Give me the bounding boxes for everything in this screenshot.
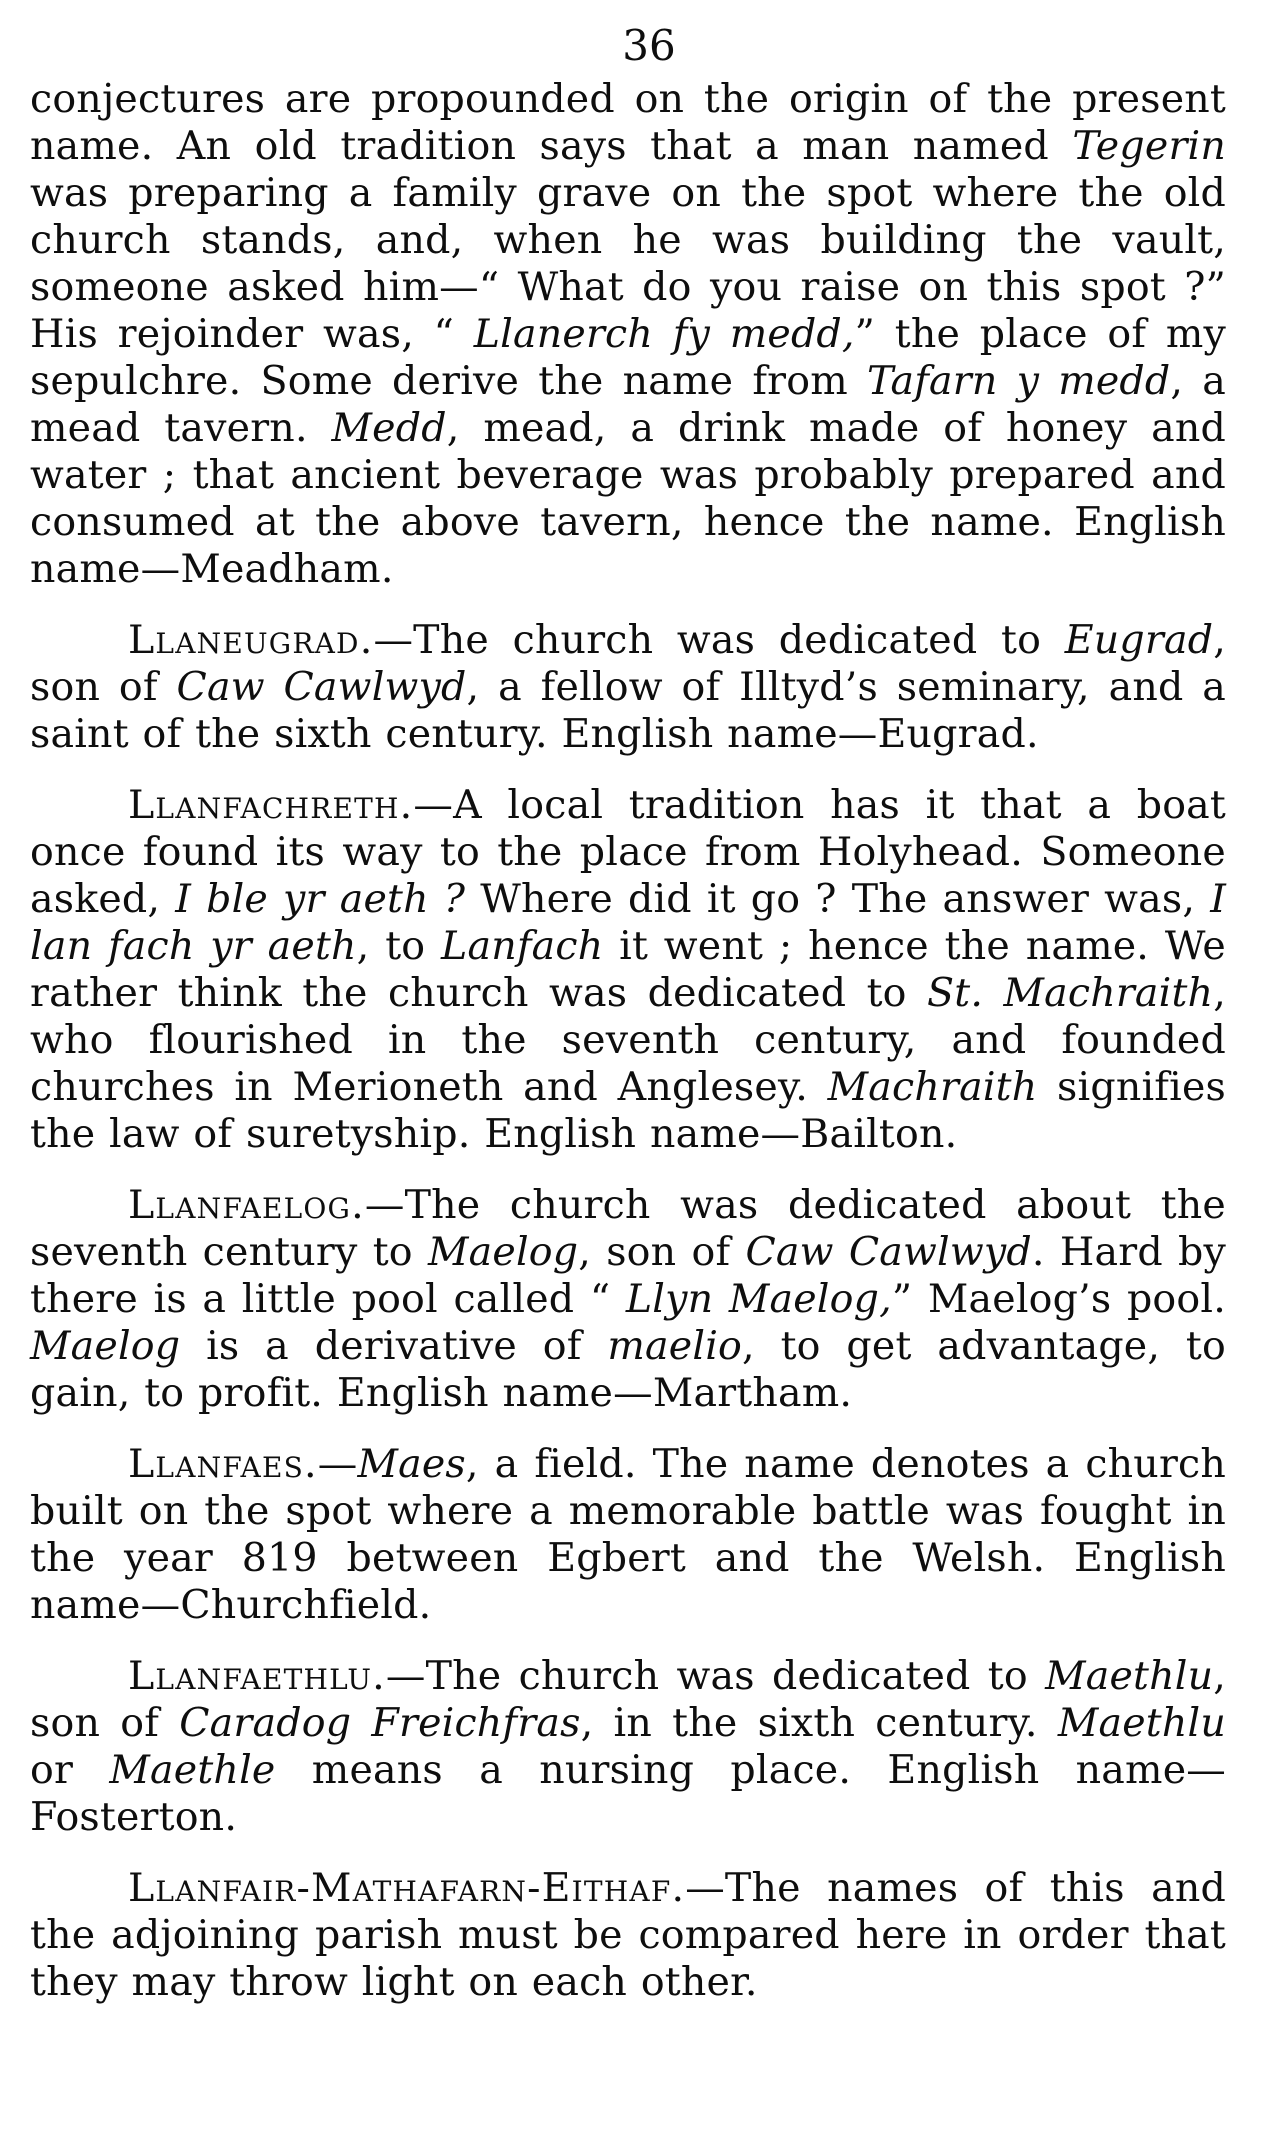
paragraph-llanfaes: [30, 1441, 1226, 1629]
italic-term: I lan fach yr aeth: [30, 876, 1226, 969]
paragraph-llanfaelog: [30, 1182, 1226, 1417]
entry-headword: Llaneugrad.: [128, 617, 374, 663]
text-run: , mead, a drink made of honey and water ; that ancient beverage was probably prepared and consumed at the above tavern, hence the name. English name—Meadham.: [30, 405, 1226, 592]
text-run: means a nursing place. English name—Fosterton.: [30, 1747, 1226, 1840]
text-run: , son of: [30, 1653, 1226, 1746]
italic-term: Lanfach: [441, 923, 604, 969]
italic-term: Medd: [331, 405, 447, 451]
text-run: ” the place of my sepulchre. Some derive the name from: [30, 311, 1226, 404]
italic-term: Maelog: [427, 1229, 579, 1275]
page-number: 36: [622, 21, 676, 70]
paragraph-llanfaethlu: [30, 1653, 1226, 1841]
entry-headword: Llanfaelog.: [128, 1182, 365, 1228]
text-run: , a fellow of Illtyd’s seminary, and a saint of the sixth century. English name—Eugrad.: [30, 664, 1227, 757]
text-run: . Hard by there is a little pool called “: [30, 1229, 1226, 1322]
italic-term: St. Machraith: [927, 970, 1214, 1016]
text-run: —The names of this and the adjoining parish must be compared here in order that they may throw light on each other.: [30, 1865, 1226, 2005]
italic-term: Llanerch fy medd,: [473, 311, 855, 357]
text-run: , son of: [30, 617, 1226, 710]
italic-term: Maelog: [30, 1323, 181, 1369]
italic-term: Maethle: [109, 1747, 276, 1793]
italic-term: Machraith: [827, 1064, 1038, 1110]
text-run: , son of: [578, 1229, 746, 1275]
italic-term: Caw Cawlwyd: [745, 1229, 1032, 1275]
paragraph-llanfachreth: [30, 782, 1226, 1158]
entry-headword: Llanfachreth.: [128, 782, 414, 828]
text-run: —: [317, 1441, 358, 1487]
text-run: Where did it go ? The answer was,: [465, 876, 1211, 922]
text-run: is a derivative of: [180, 1323, 608, 1369]
text-run: , a field. The name denotes a church built on the spot where a memorable battle was fought in the year 819 between Egbert and the Welsh. English name—Churchfield.: [30, 1441, 1226, 1628]
text-run: signifies the law of suretyship. English name—Bailton.: [30, 1064, 1226, 1157]
text-run: , a mead tavern.: [30, 358, 1227, 451]
text-run: was preparing a family grave on the spot where the old church stands, and, when he was building the vault, someone asked him—“ What do you raise on this spot ?” His rejoinder was, “: [30, 170, 1226, 357]
text-run: ” Maelog’s pool.: [891, 1276, 1226, 1322]
italic-term: Eugrad: [1064, 617, 1214, 663]
text-run: , to: [356, 923, 442, 969]
text-run: —A local tradition has it that a boat once found its way to the place from Holyhead. Someone asked,: [30, 782, 1226, 922]
italic-term: I ble yr aeth ?: [175, 876, 466, 922]
italic-term: Caradog Freichfras: [179, 1700, 581, 1746]
italic-term: Tegerin: [1072, 123, 1226, 169]
body-text: [30, 76, 1226, 2006]
paragraph-llanfair-mathafarn-eithaf: [30, 1865, 1226, 2006]
text-run: , in the sixth century.: [580, 1700, 1058, 1746]
entry-headword: Llanfaes.: [128, 1441, 318, 1487]
text-run: or: [30, 1747, 110, 1793]
text-run: , who flourished in the seventh century, and founded churches in Merioneth and Anglesey.: [30, 970, 1226, 1110]
paragraph-llaneugrad: [30, 617, 1226, 758]
italic-term: Maethlu: [1045, 1653, 1214, 1699]
entry-headword: Llanfair-Mathafarn-Eithaf.: [128, 1865, 686, 1911]
text-run: —The church was dedicated to: [373, 617, 1065, 663]
italic-term: Maethlu: [1057, 1700, 1226, 1746]
text-run: it went ; hence the name. We rather think the church was dedicated to: [30, 923, 1226, 1016]
text-run: —The church was dedicated to: [385, 1653, 1046, 1699]
italic-term: Maes: [357, 1441, 466, 1487]
italic-term: Caw Cawlwyd: [176, 664, 467, 710]
entry-headword: Llanfaethlu.: [128, 1653, 386, 1699]
paragraph-meadham: [30, 76, 1226, 593]
text-run: conjectures are propounded on the origin of the present name. An old tradition says that a man named: [30, 76, 1226, 169]
italic-term: maelio: [607, 1323, 743, 1369]
text-run: , to get advantage, to gain, to profit. English name—Martham.: [30, 1323, 1226, 1416]
text-run: —The church was dedicated about the seventh century to: [30, 1182, 1226, 1275]
italic-term: Tafarn y medd: [866, 358, 1171, 404]
italic-term: Llyn Maelog,: [625, 1276, 892, 1322]
